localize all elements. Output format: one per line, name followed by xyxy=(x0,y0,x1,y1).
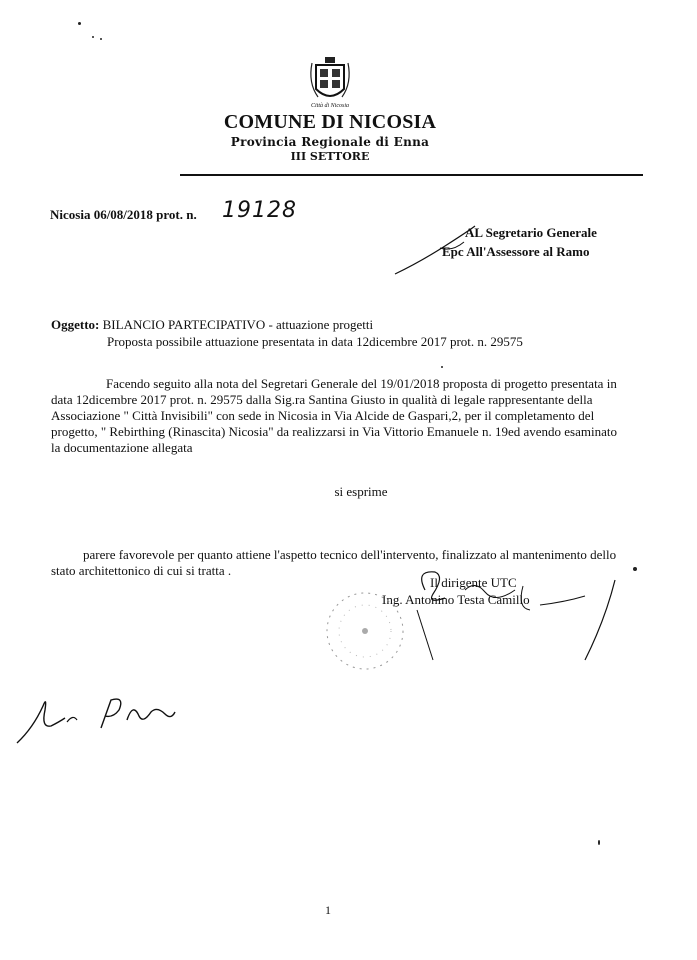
recipient-pen-stroke-icon xyxy=(390,222,480,278)
subject-text: BILANCIO PARTECIPATIVO - attuazione progetti xyxy=(102,317,374,332)
recipient-primary: AL Segretario Generale xyxy=(465,225,597,240)
scan-speck xyxy=(598,840,600,845)
body-paragraph-text: Facendo seguito alla nota del Segretari Generale del 19/01/2018 proposta di progetto presentata in data 12dicembre 2017 prot. n. 29575 dalla Sig.ra Santina Giusto in qualità di legale rappresentante della Associazione " Città Invisibili" con sede in Nicosia in Via Alcide de Gaspari,2, per il completamento del progetto, " Rebirthing (Rinascita) Nicosia" da realizzarsi in Via Vittorio Emanuele n. 19ed avendo esaminato la documentazione allegata xyxy=(51,376,617,455)
signature-name: Ing. Antonino Testa Camillo xyxy=(382,592,530,607)
faded-stamp-icon xyxy=(315,583,410,683)
subject-label: Oggetto: xyxy=(51,317,100,332)
header-divider xyxy=(180,174,643,176)
si-esprime: si esprime xyxy=(334,484,388,499)
parere-text: parere favorevole per quanto attiene l'aspetto tecnico dell'intervento, finalizzato al mantenimento dello stato architettonico di cui si tratta . xyxy=(51,547,617,578)
signature-scribble-icon xyxy=(405,560,620,665)
crest-caption: Città di Nicosia xyxy=(310,103,349,109)
settore-subtitle: III SETTORE xyxy=(290,150,370,163)
page-number: 1 xyxy=(325,903,331,917)
handwritten-initials-icon xyxy=(15,688,195,748)
date-protocol-line: Nicosia 06/08/2018 prot. n. xyxy=(50,207,197,222)
recipient-cc: Epc All'Assessore al Ramo xyxy=(442,244,590,259)
scan-speck xyxy=(441,366,443,368)
subject-detail: Proposta possibile attuazione presentata in data 12dicembre 2017 prot. n. 29575 xyxy=(107,334,523,349)
scan-speck xyxy=(78,22,81,25)
comune-title: COMUNE DI NICOSIA xyxy=(223,111,437,133)
handwritten-protocol-number: 19128 xyxy=(222,198,297,223)
body-paragraph xyxy=(51,376,621,456)
scan-speck xyxy=(92,36,94,38)
scan-speck xyxy=(100,38,102,40)
signature-role: Il dirigente UTC xyxy=(430,575,517,590)
subject-line xyxy=(51,317,373,333)
scan-speck xyxy=(633,567,637,571)
provincia-subtitle: Provincia Regionale di Enna xyxy=(230,135,430,149)
